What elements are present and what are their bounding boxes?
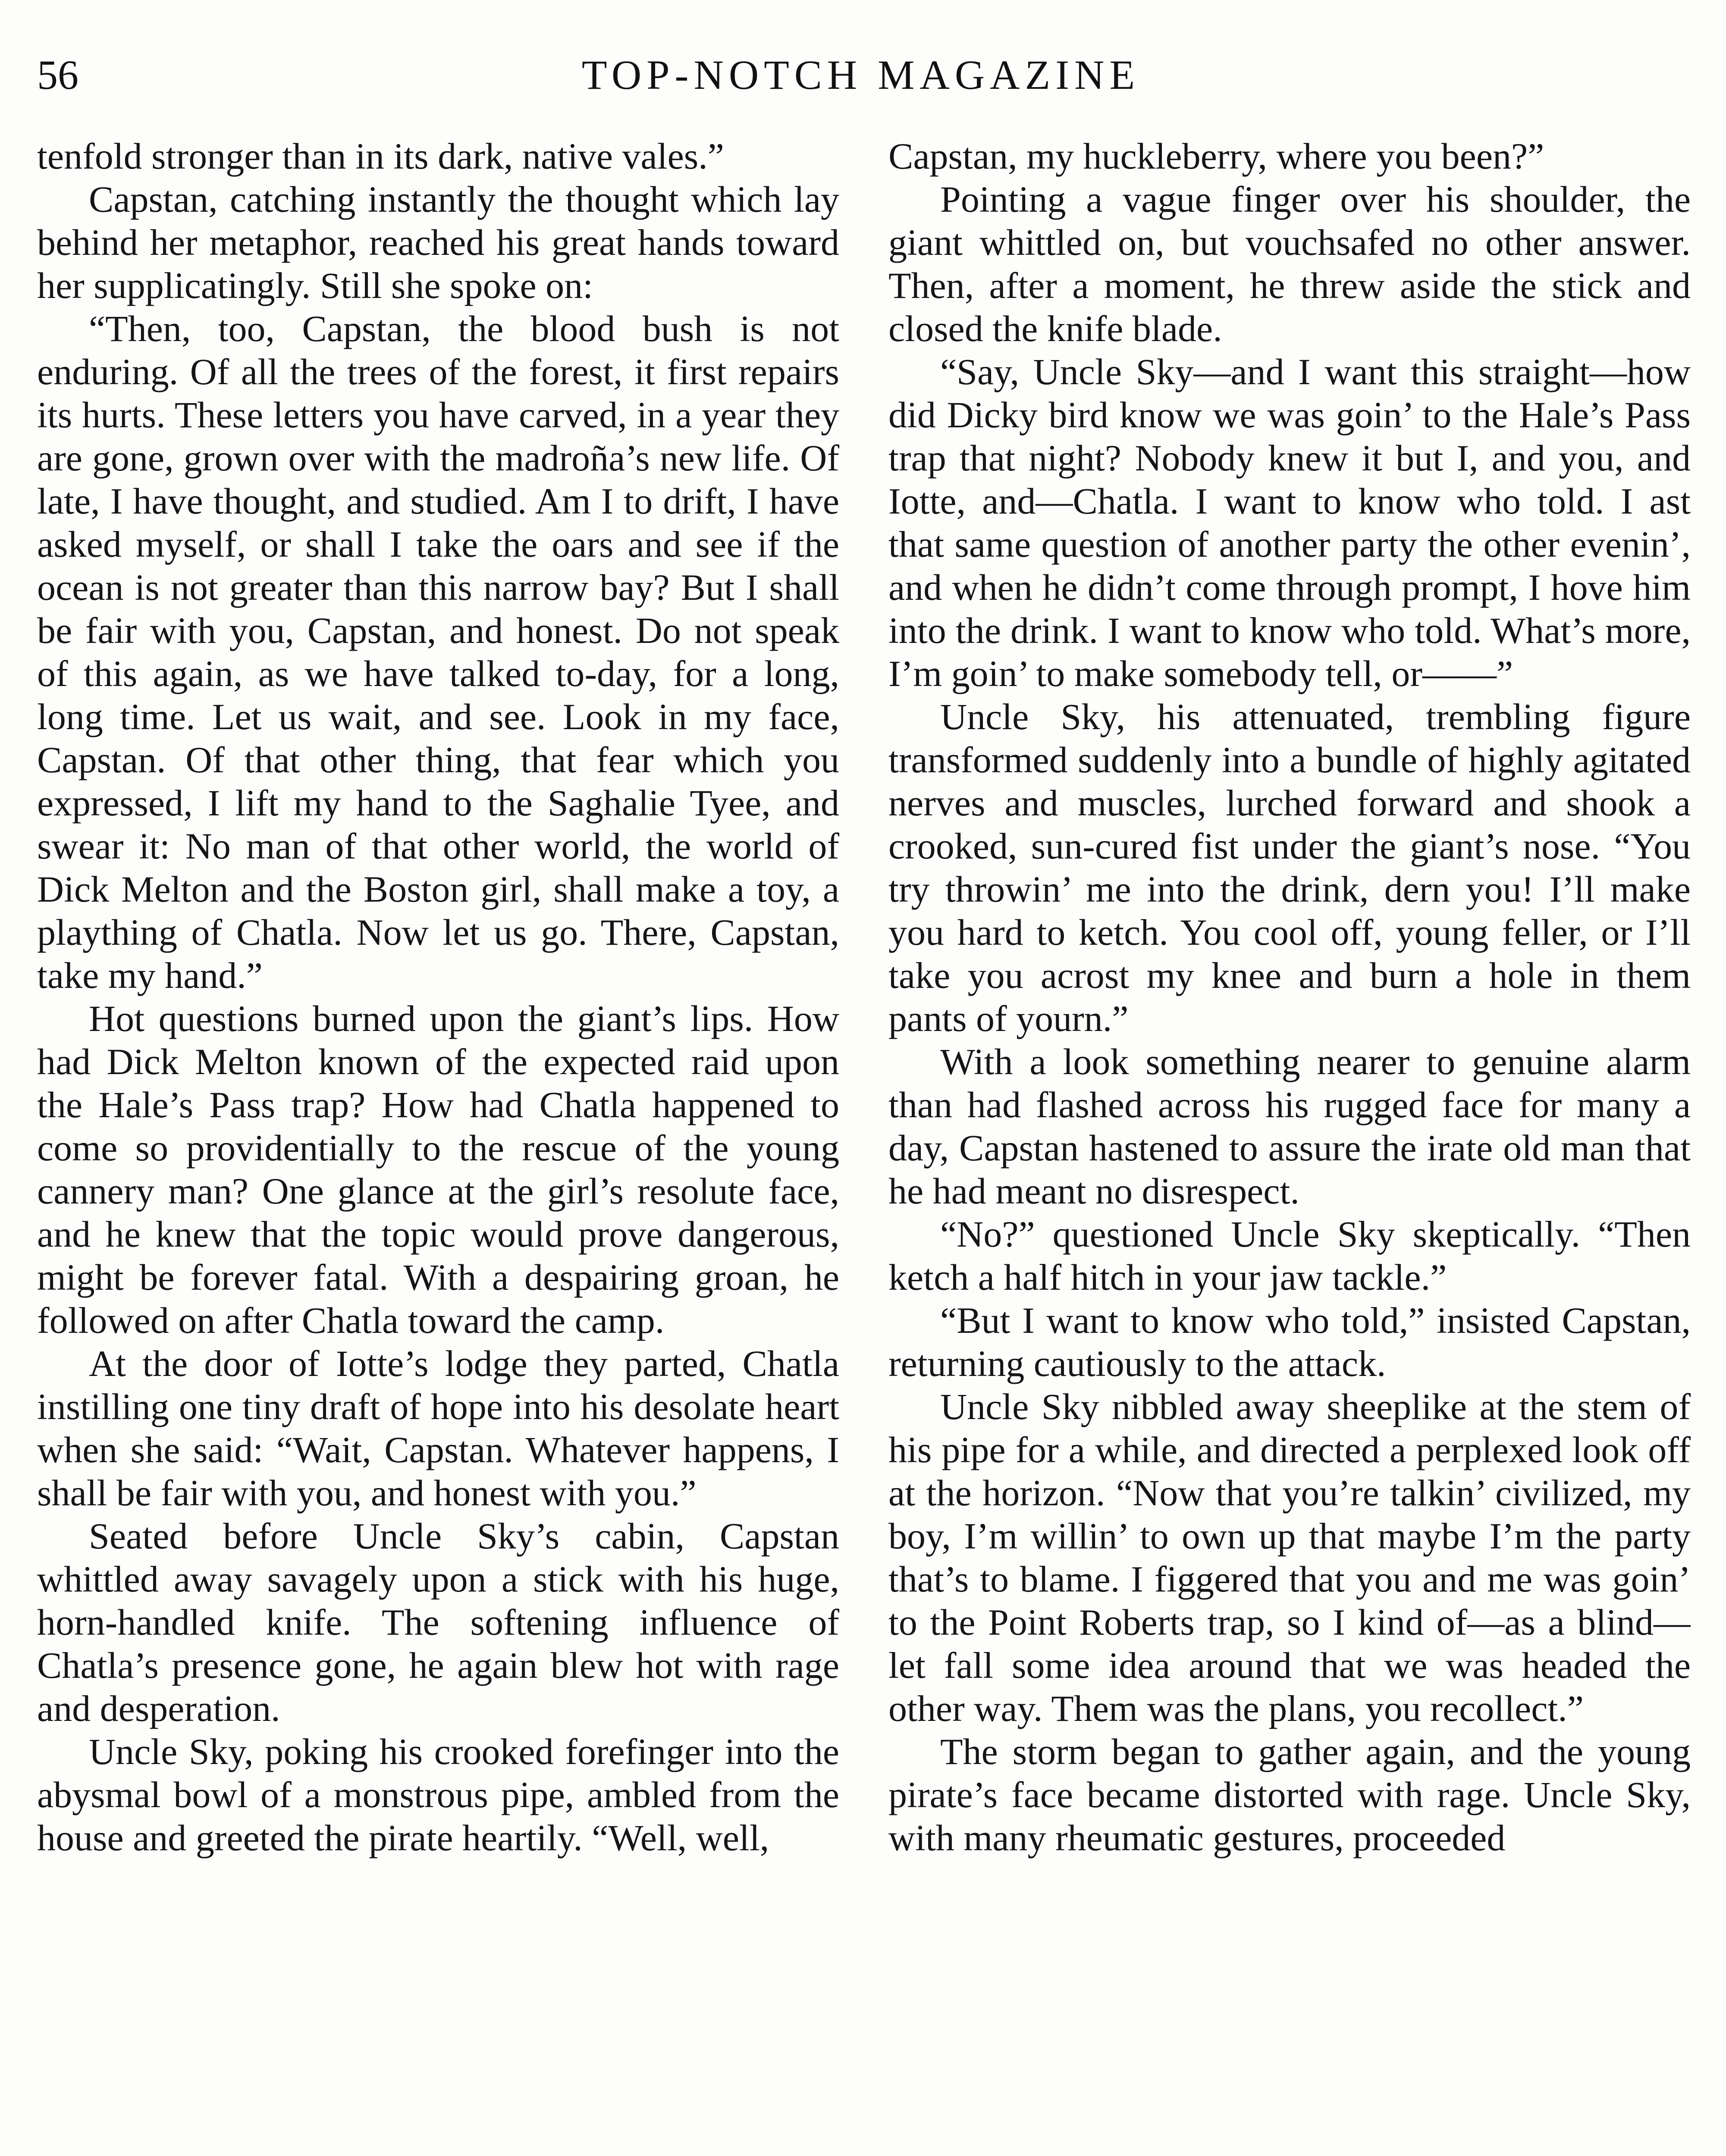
paragraph: The storm began to gather again, and the young pirate’s face became distorted with rage. Uncle Sky, with many rheumatic gestures, proceeded	[888, 1731, 1691, 1858]
paragraph: Capstan, catching instantly the thought which lay behind her metaphor, reached his great hands toward her supplicatingly. Still she spoke on:	[37, 179, 839, 306]
paragraph: “Then, too, Capstan, the blood bush is not enduring. Of all the trees of the forest, it first repairs its hurts. These letters you have carved, in a year they are gone, grown over with the madroña’s new life. Of late, I have thought, and studied. Am I to drift, I have asked myself, or shall I take the oars and see if the ocean is not greater than this narrow bay? But I shall be fair with you, Capstan, and honest. Do not speak of this again, as we have talked to-day, for a long, long time. Let us wait, and see. Look in my face, Capstan. Of that other thing, that fear which you expressed, I lift my hand to the Saghalie Tyee, and swear it: No man of that other world, the world of Dick Melton and the Boston girl, shall make a toy, a plaything of Chatla. Now let us go. There, Capstan, take my hand.”	[37, 308, 839, 996]
paragraph: “Say, Uncle Sky—and I want this straight—how did Dicky bird know we was goin’ to the Hale’s Pass trap that night? Nobody knew it but I, and you, and Iotte, and—Chatla. I want to know who told. I ast that same question of another party the other evenin’, and when he didn’t come through prompt, I hove him into the drink. I want to know who told. What’s more, I’m goin’ to make somebody tell, or——”	[888, 351, 1691, 694]
left-column	[37, 135, 839, 2156]
paragraph: “No?” questioned Uncle Sky skeptically. “Then ketch a half hitch in your jaw tackle.”	[888, 1213, 1691, 1298]
paragraph: Seated before Uncle Sky’s cabin, Capstan whittled away savagely upon a stick with his huge, horn-handled knife. The softening influence of Chatla’s presence gone, he again blew hot with rage and desperation.	[37, 1515, 839, 1729]
paragraph: Hot questions burned upon the giant’s lips. How had Dick Melton known of the expected raid upon the Hale’s Pass trap? How had Chatla happened to come so providentially to the rescue of the young cannery man? One glance at the girl’s resolute face, and he knew that the topic would prove dangerous, might be forever fatal. With a despairing groan, he followed on after Chatla toward the camp.	[37, 998, 839, 1341]
paragraph: Uncle Sky, poking his crooked forefinger into the abysmal bowl of a monstrous pipe, ambled from the house and greeted the pirate heartily. “Well, well,	[37, 1731, 839, 1858]
paragraph: Pointing a vague finger over his shoulder, the giant whittled on, but vouchsafed no other answer. Then, after a moment, he threw aside the stick and closed the knife blade.	[888, 179, 1691, 349]
paragraph: “But I want to know who told,” insisted Capstan, returning cautiously to the attack.	[888, 1300, 1691, 1384]
paragraph: At the door of Iotte’s lodge they parted, Chatla instilling one tiny draft of hope into his desolate heart when she said: “Wait, Capstan. Whatever happens, I shall be fair with you, and honest with you.”	[37, 1343, 839, 1514]
page-number: 56	[37, 52, 78, 98]
right-column	[888, 135, 1691, 2156]
paragraph: Uncle Sky nibbled away sheeplike at the stem of his pipe for a while, and directed a perplexed look off at the horizon. “Now that you’re talkin’ civilized, my boy, I’m willin’ to own up that maybe I’m the party that’s to blame. I figgered that you and me was goin’ to the Point Roberts trap, so I kind of—as a blind—let fall some idea around that we was headed the other way. Them was the plans, you recollect.”	[888, 1386, 1691, 1729]
paragraph: Uncle Sky, his attenuated, trembling figure transformed suddenly into a bundle of highly agitated nerves and muscles, lurched forward and shook a crooked, sun-cured fist under the giant’s nose. “You try throwin’ me into the drink, dern you! I’ll make you hard to ketch. You cool off, young feller, or I’ll take you acrost my knee and burn a hole in them pants of yourn.”	[888, 696, 1691, 1039]
paragraph: tenfold stronger than in its dark, native vales.”	[37, 135, 724, 177]
page-header	[37, 51, 1685, 103]
paragraph: With a look something nearer to genuine alarm than had flashed across his rugged face for many a day, Capstan hastened to assure the irate old man that he had meant no disrespect.	[888, 1041, 1691, 1212]
magazine-title: TOP-NOTCH MAGAZINE	[581, 52, 1140, 98]
paragraph: Capstan, my huckleberry, where you been?”	[888, 135, 1544, 177]
